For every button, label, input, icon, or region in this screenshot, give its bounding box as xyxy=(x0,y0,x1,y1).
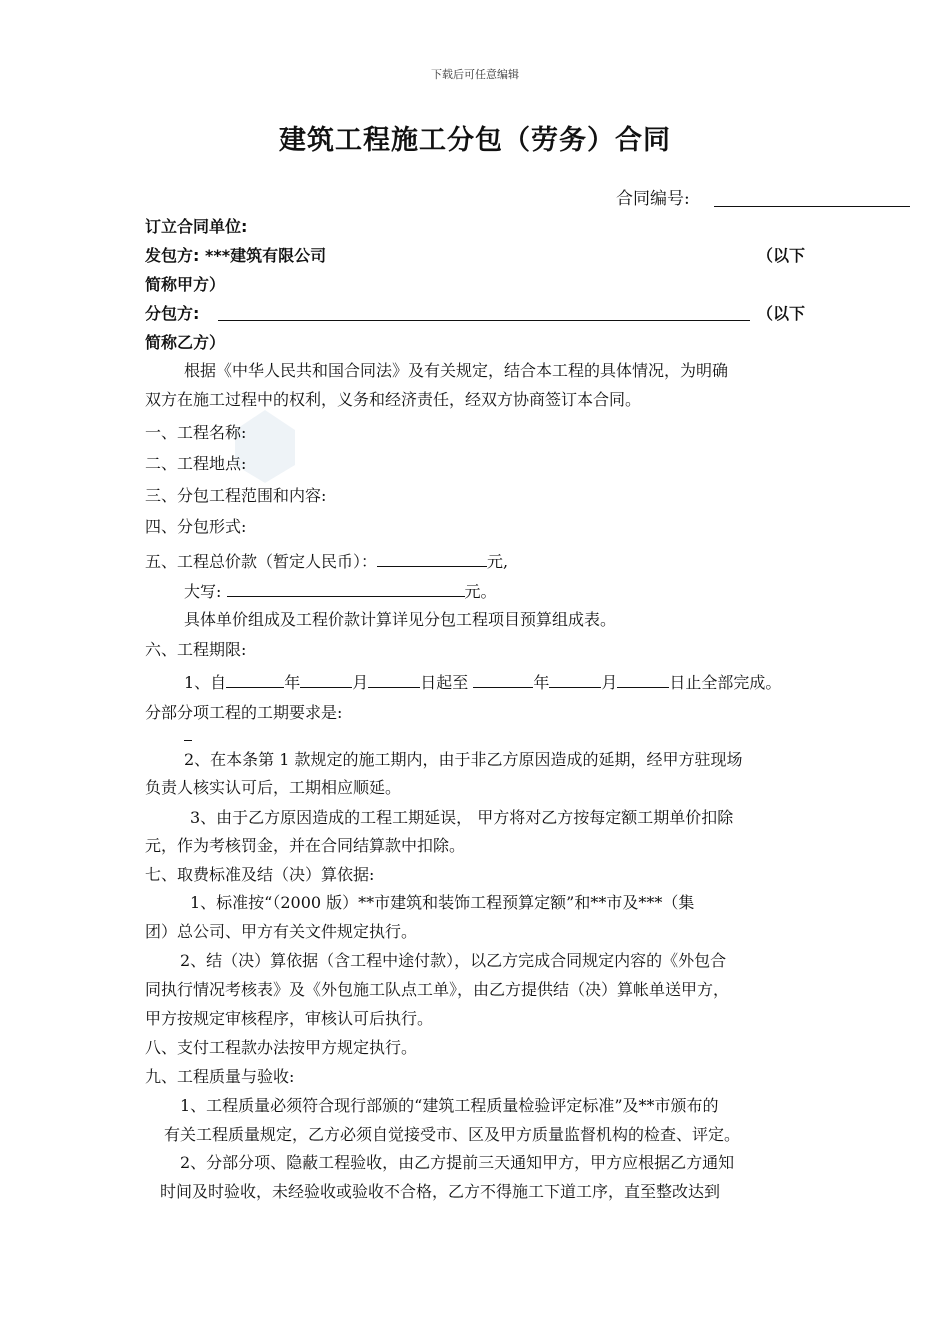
section-6: 六、工程期限: xyxy=(145,640,247,659)
section-7-2-line2: 同执行情况考核表》及《外包施工队点工单》，由乙方提供结（决）算帐单送甲方， xyxy=(145,980,730,999)
employer-name: ***建筑有限公司 xyxy=(204,246,327,265)
section-2: 二、工程地点: xyxy=(145,454,247,473)
section-7-1-line2: 团）总公司、甲方有关文件规定执行。 xyxy=(145,922,418,941)
section-6-1: 1、自 年 月 日起至 年 月 日止全部完成。 xyxy=(184,673,782,692)
page-title: 建筑工程施工分包（劳务）合同 xyxy=(279,125,671,156)
section-8: 八、支付工程款办法按甲方规定执行。 xyxy=(145,1038,418,1057)
section-9-1-line1: 1、工程质量必须符合现行部颁的“建筑工程质量检验评定标准”及**市颁布的 xyxy=(180,1096,719,1115)
header-note: 下载后可任意编辑 xyxy=(431,68,519,81)
parties-heading: 订立合同单位: xyxy=(145,217,248,236)
section-5: 五、工程总价款（暂定人民币）： 元, xyxy=(145,552,509,571)
section-3: 三、分包工程范围和内容: xyxy=(145,486,327,505)
section-6-1-blank xyxy=(184,740,192,741)
daxie-blank xyxy=(227,580,465,597)
section-7: 七、取费标准及结（决）算依据: xyxy=(145,865,375,884)
section-7-2-line3: 甲方按规定审核程序，审核认可后执行。 xyxy=(145,1009,434,1028)
subcontractor-label: 分包方: xyxy=(145,304,200,323)
subcontractor-abbr: 简称乙方） xyxy=(145,333,226,352)
employer-abbr: 简称甲方） xyxy=(145,275,226,294)
section-5-daxie: 大写: 元。 xyxy=(184,582,497,601)
price-blank xyxy=(377,550,487,567)
contract-number-blank xyxy=(714,206,910,207)
section-6-2-line2: 负责人核实认可后，工期相应顺延。 xyxy=(145,778,402,797)
section-9-1-line2: 有关工程质量规定，乙方必须自觉接受市、区及甲方质量监督机构的检查、评定。 xyxy=(164,1125,741,1144)
contract-number-label: 合同编号: xyxy=(616,189,690,209)
subcontractor-suffix: （以下 xyxy=(757,304,806,323)
subcontractor-blank xyxy=(218,320,750,321)
section-6-2-line1: 2、在本条第 1 款规定的施工期内，由于非乙方原因造成的延期，经甲方驻现场 xyxy=(184,750,743,769)
section-4: 四、分包形式: xyxy=(145,517,247,536)
intro-line-2: 双方在施工过程中的权利，义务和经济责任，经双方协商签订本合同。 xyxy=(145,390,642,409)
section-9-2-line1: 2、分部分项、隐蔽工程验收，由乙方提前三天通知甲方，甲方应根据乙方通知 xyxy=(180,1153,735,1172)
employer-line: 发包方: ***建筑有限公司 xyxy=(145,246,327,265)
section-7-1-line1: 1、标准按“（2000 版）**市建筑和装饰工程预算定额”和**市及***（集 xyxy=(190,893,695,912)
section-6-1-line2: 分部分项工程的工期要求是: xyxy=(145,703,343,722)
section-6-3-line1: 3、由于乙方原因造成的工程工期延误， 甲方将对乙方按每定额工期单价扣除 xyxy=(190,808,734,827)
section-6-3-line2: 元，作为考核罚金，并在合同结算款中扣除。 xyxy=(145,836,466,855)
section-9-2-line2: 时间及时验收，未经验收或验收不合格，乙方不得施工下道工序，直至整改达到 xyxy=(160,1182,721,1201)
section-7-2-line1: 2、结（决）算依据（含工程中途付款），以乙方完成合同规定内容的《外包合 xyxy=(180,951,727,970)
section-1: 一、工程名称: xyxy=(145,423,247,442)
intro-line-1: 根据《中华人民共和国合同法》及有关规定，结合本工程的具体情况，为明确 xyxy=(184,361,729,380)
section-5-note: 具体单价组成及工程价款计算详见分包工程项目预算组成表。 xyxy=(184,610,617,629)
section-9: 九、工程质量与验收: xyxy=(145,1067,295,1086)
employer-suffix: （以下 xyxy=(757,246,806,265)
